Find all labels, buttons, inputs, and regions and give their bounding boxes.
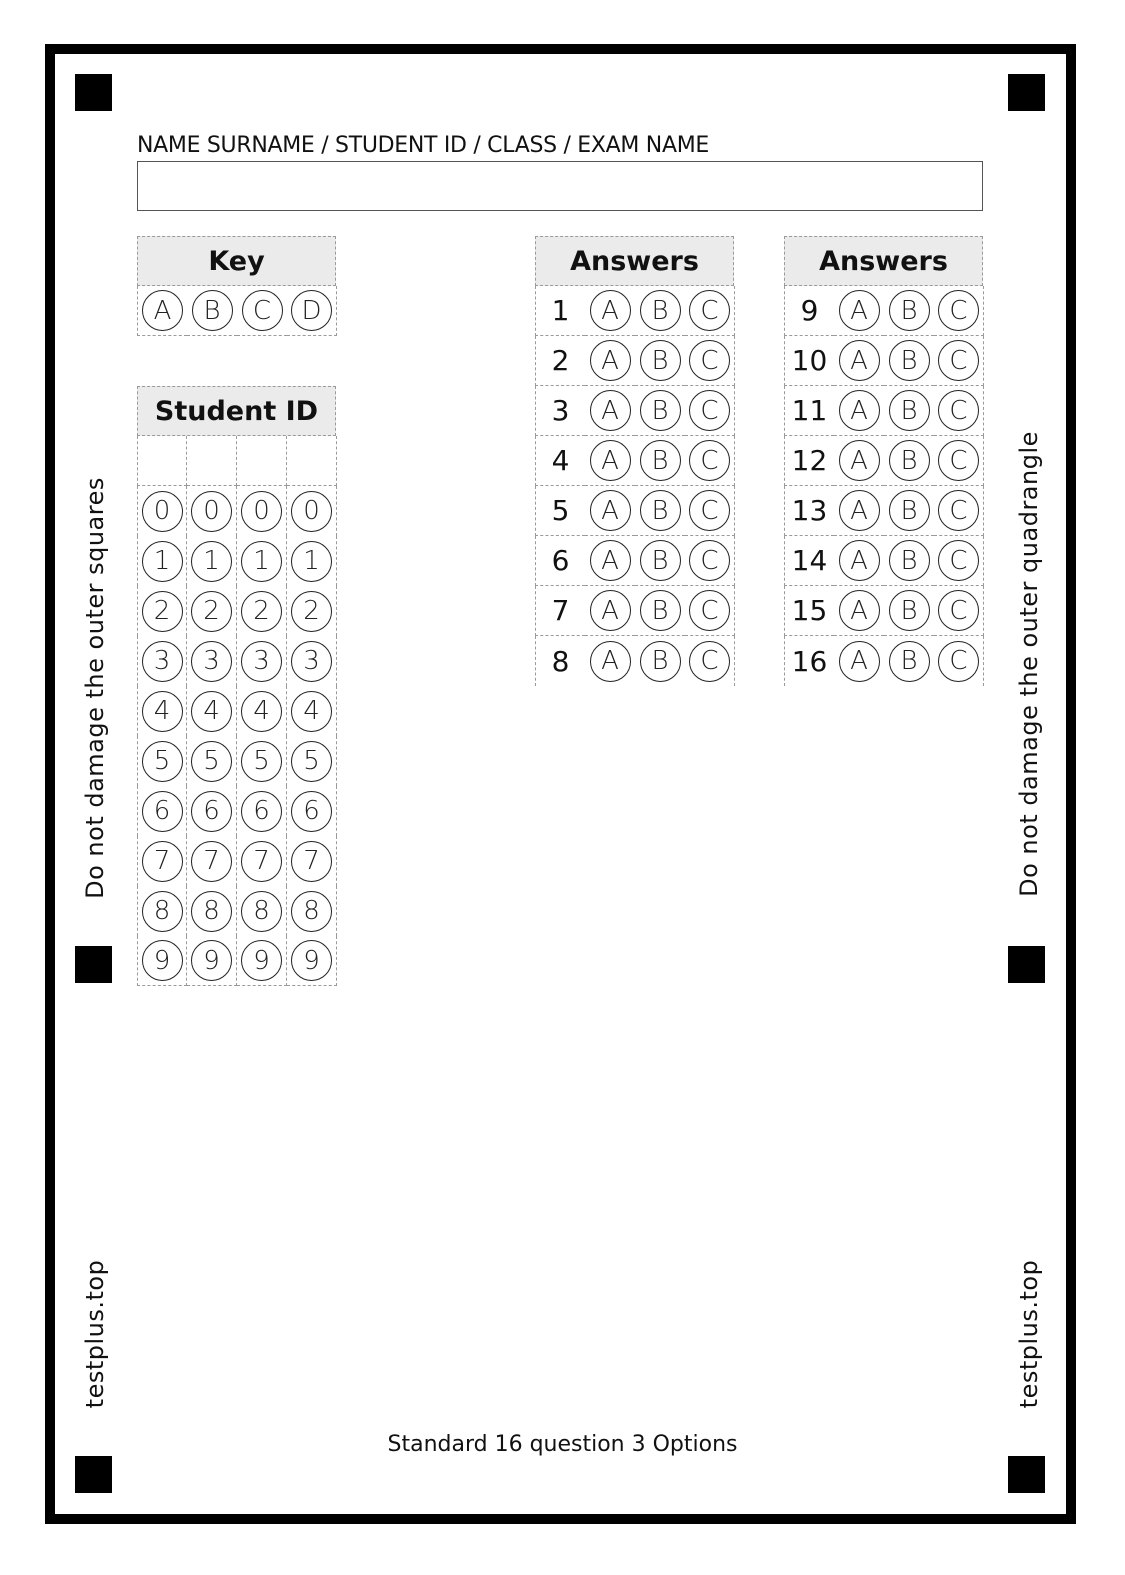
student-id-cell xyxy=(187,686,237,736)
alignment-marker-middle-right xyxy=(1008,946,1045,983)
answer-cell xyxy=(635,336,685,386)
student-id-cell xyxy=(187,586,237,636)
student-id-bubble-3[interactable]: 3 xyxy=(191,641,232,682)
answer-bubble-b[interactable]: B xyxy=(889,540,930,581)
answer-bubble-b[interactable]: B xyxy=(640,641,681,682)
student-id-entry-box[interactable] xyxy=(137,436,187,486)
key-bubble-a[interactable]: A xyxy=(142,290,183,331)
alignment-marker-top-right xyxy=(1008,74,1045,111)
alignment-marker-bottom-right xyxy=(1008,1456,1045,1493)
student-id-cell xyxy=(287,836,337,886)
answer-bubble-b[interactable]: B xyxy=(889,590,930,631)
answer-cell xyxy=(585,586,635,636)
answer-cell xyxy=(834,636,884,686)
student-id-cell xyxy=(237,736,287,786)
student-id-cell xyxy=(237,786,287,836)
answer-bubble-c[interactable]: C xyxy=(689,340,730,381)
question-number xyxy=(784,386,834,436)
answer-bubble-c[interactable]: C xyxy=(689,540,730,581)
answer-bubble-c[interactable]: C xyxy=(689,440,730,481)
question-number xyxy=(535,536,585,586)
key-cell xyxy=(137,286,187,336)
question-number-label: 2 xyxy=(551,344,570,377)
answer-cell xyxy=(685,486,735,536)
student-id-bubble-3[interactable]: 3 xyxy=(291,641,332,682)
answer-bubble-a[interactable]: A xyxy=(839,440,880,481)
student-id-bubble-4[interactable]: 4 xyxy=(142,691,183,732)
key-bubble-d[interactable]: D xyxy=(291,290,332,331)
student-id-cell xyxy=(237,686,287,736)
answer-cell xyxy=(834,486,884,536)
student-id-cell xyxy=(187,636,237,686)
student-id-cell xyxy=(237,586,287,636)
alignment-marker-top-left xyxy=(75,74,112,111)
student-id-bubble-2[interactable]: 2 xyxy=(191,591,232,632)
answer-bubble-a[interactable]: A xyxy=(590,390,631,431)
question-number xyxy=(535,336,585,386)
answer-cell xyxy=(685,286,735,336)
answer-bubble-c[interactable]: C xyxy=(689,641,730,682)
answer-cell xyxy=(635,636,685,686)
student-id-bubble-1[interactable]: 1 xyxy=(191,541,232,582)
student-id-cell xyxy=(137,886,187,936)
student-id-bubble-0[interactable]: 0 xyxy=(241,491,282,532)
answer-bubble-a[interactable]: A xyxy=(590,641,631,682)
answer-bubble-c[interactable]: C xyxy=(938,540,979,581)
student-id-bubble-0[interactable]: 0 xyxy=(291,491,332,532)
question-number xyxy=(535,586,585,636)
answer-cell xyxy=(585,336,635,386)
student-id-cell xyxy=(287,936,337,986)
student-id-bubble-6[interactable]: 6 xyxy=(142,791,183,832)
answer-bubble-a[interactable]: A xyxy=(839,641,880,682)
answer-bubble-a[interactable]: A xyxy=(839,340,880,381)
question-number xyxy=(784,286,834,336)
answer-bubble-c[interactable]: C xyxy=(689,290,730,331)
name-field-label: NAME SURNAME / STUDENT ID / CLASS / EXAM NAME xyxy=(137,133,709,158)
question-number xyxy=(784,536,834,586)
answer-cell xyxy=(934,436,984,486)
alignment-marker-middle-left xyxy=(75,946,112,983)
question-number-label: 1 xyxy=(551,294,570,327)
answer-cell xyxy=(685,336,735,386)
student-id-bubble-7[interactable]: 7 xyxy=(142,841,183,882)
watermark-left: testplus.top xyxy=(81,1259,109,1409)
answer-bubble-b[interactable]: B xyxy=(640,590,681,631)
student-id-cell xyxy=(237,486,287,536)
answer-cell xyxy=(834,436,884,486)
student-id-bubble-0[interactable]: 0 xyxy=(142,491,183,532)
answer-cell xyxy=(834,336,884,386)
key-bubble-c[interactable]: C xyxy=(242,290,283,331)
answer-bubble-b[interactable]: B xyxy=(889,641,930,682)
answer-bubble-a[interactable]: A xyxy=(839,590,880,631)
question-number xyxy=(535,286,585,336)
student-id-cell xyxy=(187,886,237,936)
answer-cell xyxy=(635,436,685,486)
answer-bubble-a[interactable]: A xyxy=(590,290,631,331)
answer-cell xyxy=(585,636,635,686)
student-id-cell xyxy=(137,586,187,636)
student-id-cell xyxy=(187,786,237,836)
student-id-bubble-6[interactable]: 6 xyxy=(191,791,232,832)
answers-grid-1 xyxy=(535,236,734,684)
answer-cell xyxy=(934,636,984,686)
key-grid xyxy=(137,236,336,336)
answer-cell xyxy=(934,486,984,536)
student-id-cell xyxy=(287,486,337,536)
answer-bubble-b[interactable]: B xyxy=(640,290,681,331)
student-id-bubble-1[interactable]: 1 xyxy=(241,541,282,582)
student-id-grid xyxy=(137,386,336,983)
answer-bubble-c[interactable]: C xyxy=(938,390,979,431)
student-id-cell xyxy=(187,536,237,586)
answer-bubble-b[interactable]: B xyxy=(889,390,930,431)
question-number-label: 5 xyxy=(551,494,570,527)
answers-grid-2 xyxy=(784,236,983,684)
answer-cell xyxy=(685,436,735,486)
student-id-bubble-4[interactable]: 4 xyxy=(241,691,282,732)
right-warning-text: Do not damage the outer quadrangle xyxy=(1015,431,1043,897)
student-id-bubble-8[interactable]: 8 xyxy=(142,891,183,932)
question-number-label: 10 xyxy=(791,344,828,377)
student-id-cell xyxy=(287,586,337,636)
student-id-cell xyxy=(187,836,237,886)
answer-bubble-a[interactable]: A xyxy=(839,540,880,581)
answer-cell xyxy=(884,486,934,536)
answer-cell xyxy=(834,536,884,586)
student-id-bubble-7[interactable]: 7 xyxy=(241,841,282,882)
answer-cell xyxy=(884,436,934,486)
question-number xyxy=(784,636,834,686)
answer-bubble-a[interactable]: A xyxy=(590,540,631,581)
student-id-cell xyxy=(137,536,187,586)
answer-cell xyxy=(934,536,984,586)
key-bubble-b[interactable]: B xyxy=(192,290,233,331)
answer-cell xyxy=(884,286,934,336)
student-id-bubble-9[interactable]: 9 xyxy=(291,940,332,981)
student-id-bubble-4[interactable]: 4 xyxy=(291,691,332,732)
answer-cell xyxy=(585,286,635,336)
answer-cell xyxy=(585,436,635,486)
question-number-label: 8 xyxy=(551,644,570,678)
student-id-bubble-3[interactable]: 3 xyxy=(142,641,183,682)
student-id-bubble-8[interactable]: 8 xyxy=(241,891,282,932)
student-id-cell xyxy=(137,936,187,986)
answer-bubble-b[interactable]: B xyxy=(640,540,681,581)
student-id-bubble-5[interactable]: 5 xyxy=(241,741,282,782)
student-id-bubble-5[interactable]: 5 xyxy=(142,741,183,782)
student-id-bubble-1[interactable]: 1 xyxy=(142,541,183,582)
question-number xyxy=(535,386,585,436)
answer-cell xyxy=(585,536,635,586)
answer-bubble-b[interactable]: B xyxy=(640,490,681,531)
student-id-cell xyxy=(237,936,287,986)
student-id-cell xyxy=(187,736,237,786)
answer-cell xyxy=(884,386,934,436)
question-number xyxy=(535,636,585,686)
student-id-title: Student ID xyxy=(137,386,336,436)
answer-bubble-a[interactable]: A xyxy=(590,440,631,481)
answers-title: Answers xyxy=(535,236,734,286)
answer-cell xyxy=(635,536,685,586)
student-id-bubble-2[interactable]: 2 xyxy=(142,591,183,632)
answer-bubble-c[interactable]: C xyxy=(938,290,979,331)
answer-cell xyxy=(685,636,735,686)
answer-bubble-c[interactable]: C xyxy=(689,390,730,431)
student-id-bubble-9[interactable]: 9 xyxy=(191,940,232,981)
answer-bubble-a[interactable]: A xyxy=(590,590,631,631)
student-id-bubble-0[interactable]: 0 xyxy=(191,491,232,532)
student-id-cell xyxy=(287,636,337,686)
answer-cell xyxy=(585,386,635,436)
answer-bubble-a[interactable]: A xyxy=(839,390,880,431)
question-number xyxy=(535,486,585,536)
answer-bubble-a[interactable]: A xyxy=(839,490,880,531)
answer-cell xyxy=(834,386,884,436)
answer-bubble-a[interactable]: A xyxy=(590,490,631,531)
question-number xyxy=(784,436,834,486)
student-id-bubble-8[interactable]: 8 xyxy=(191,891,232,932)
answer-bubble-c[interactable]: C xyxy=(938,440,979,481)
answer-cell xyxy=(934,386,984,436)
question-number-label: 15 xyxy=(791,594,828,627)
answer-bubble-b[interactable]: B xyxy=(889,290,930,331)
question-number-label: 9 xyxy=(800,294,819,327)
answer-cell xyxy=(934,586,984,636)
question-number xyxy=(784,336,834,386)
answer-cell xyxy=(635,286,685,336)
answer-cell xyxy=(884,336,934,386)
answer-bubble-b[interactable]: B xyxy=(640,440,681,481)
answer-cell xyxy=(934,286,984,336)
question-number-label: 14 xyxy=(791,544,828,577)
answer-bubble-c[interactable]: C xyxy=(938,340,979,381)
question-number-label: 7 xyxy=(551,594,570,627)
student-id-bubble-6[interactable]: 6 xyxy=(241,791,282,832)
student-id-cell xyxy=(287,686,337,736)
answer-cell xyxy=(884,536,934,586)
student-id-cell xyxy=(137,636,187,686)
answer-bubble-c[interactable]: C xyxy=(938,490,979,531)
answer-bubble-c[interactable]: C xyxy=(938,641,979,682)
student-id-bubble-9[interactable]: 9 xyxy=(142,940,183,981)
question-number-label: 6 xyxy=(551,544,570,577)
student-id-cell xyxy=(137,486,187,536)
student-id-cell xyxy=(237,636,287,686)
student-id-cell xyxy=(137,836,187,886)
name-field[interactable] xyxy=(137,161,983,211)
student-id-cell xyxy=(137,736,187,786)
student-id-bubble-7[interactable]: 7 xyxy=(191,841,232,882)
student-id-cell xyxy=(287,536,337,586)
answer-cell xyxy=(834,586,884,636)
answer-bubble-a[interactable]: A xyxy=(839,290,880,331)
student-id-bubble-9[interactable]: 9 xyxy=(241,940,282,981)
student-id-cell xyxy=(237,836,287,886)
question-number-label: 4 xyxy=(551,444,570,477)
student-id-cell xyxy=(237,536,287,586)
student-id-bubble-3[interactable]: 3 xyxy=(241,641,282,682)
answer-cell xyxy=(685,586,735,636)
question-number-label: 16 xyxy=(791,644,828,678)
answer-cell xyxy=(635,586,685,636)
left-warning-text: Do not damage the outer squares xyxy=(81,477,109,899)
answer-cell xyxy=(635,486,685,536)
key-cell xyxy=(237,286,287,336)
answer-bubble-b[interactable]: B xyxy=(640,340,681,381)
answer-cell xyxy=(585,486,635,536)
answer-bubble-b[interactable]: B xyxy=(889,490,930,531)
student-id-cell xyxy=(187,936,237,986)
answer-cell xyxy=(884,586,934,636)
question-number-label: 3 xyxy=(551,394,570,427)
answer-bubble-c[interactable]: C xyxy=(689,490,730,531)
answer-cell xyxy=(685,536,735,586)
key-cell xyxy=(287,286,337,336)
student-id-bubble-2[interactable]: 2 xyxy=(291,591,332,632)
question-number-label: 13 xyxy=(791,494,828,527)
answer-bubble-b[interactable]: B xyxy=(889,340,930,381)
answer-bubble-b[interactable]: B xyxy=(889,440,930,481)
student-id-cell xyxy=(137,786,187,836)
student-id-cell xyxy=(287,886,337,936)
key-cell xyxy=(187,286,237,336)
student-id-bubble-5[interactable]: 5 xyxy=(191,741,232,782)
student-id-cell xyxy=(187,486,237,536)
student-id-entry-box[interactable] xyxy=(287,436,337,486)
question-number-label: 12 xyxy=(791,444,828,477)
question-number xyxy=(784,586,834,636)
student-id-bubble-4[interactable]: 4 xyxy=(191,691,232,732)
student-id-entry-box[interactable] xyxy=(187,436,237,486)
question-number-label: 11 xyxy=(791,394,828,427)
answer-cell xyxy=(834,286,884,336)
answer-cell xyxy=(685,386,735,436)
student-id-bubble-1[interactable]: 1 xyxy=(291,541,332,582)
student-id-cell xyxy=(287,786,337,836)
student-id-bubble-5[interactable]: 5 xyxy=(291,741,332,782)
student-id-entry-box[interactable] xyxy=(237,436,287,486)
answer-cell xyxy=(635,386,685,436)
answer-bubble-c[interactable]: C xyxy=(938,590,979,631)
answer-cell xyxy=(884,636,934,686)
answer-bubble-a[interactable]: A xyxy=(590,340,631,381)
answer-bubble-c[interactable]: C xyxy=(689,590,730,631)
student-id-bubble-8[interactable]: 8 xyxy=(291,891,332,932)
answer-cell xyxy=(934,336,984,386)
student-id-bubble-2[interactable]: 2 xyxy=(241,591,282,632)
question-number xyxy=(535,436,585,486)
answers-title: Answers xyxy=(784,236,983,286)
student-id-cell xyxy=(137,686,187,736)
key-title: Key xyxy=(137,236,336,286)
sheet-footer: Standard 16 question 3 Options xyxy=(387,1432,738,1457)
student-id-bubble-7[interactable]: 7 xyxy=(291,841,332,882)
student-id-cell xyxy=(237,886,287,936)
alignment-marker-bottom-left xyxy=(75,1456,112,1493)
question-number xyxy=(784,486,834,536)
watermark-right: testplus.top xyxy=(1015,1259,1043,1409)
answer-bubble-b[interactable]: B xyxy=(640,390,681,431)
student-id-bubble-6[interactable]: 6 xyxy=(291,791,332,832)
student-id-cell xyxy=(287,736,337,786)
